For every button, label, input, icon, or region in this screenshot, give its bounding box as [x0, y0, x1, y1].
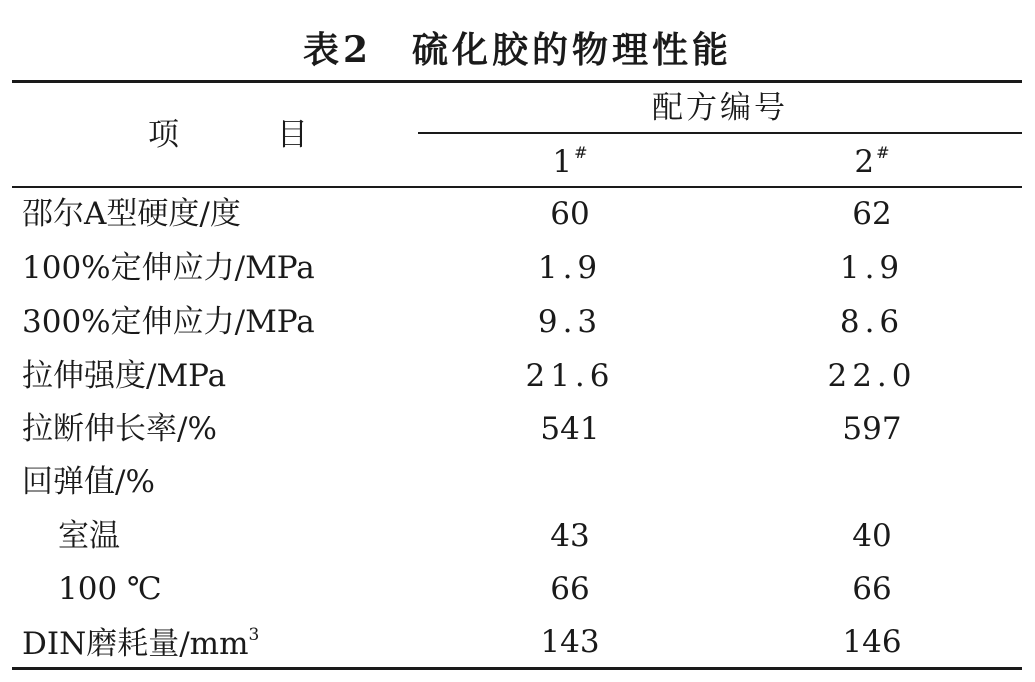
top-rule [12, 80, 1022, 83]
row-value-room-temp-2: 40 [852, 518, 892, 554]
row-value-din-abrasion-2: 146 [842, 624, 902, 660]
row-value-100c-1: 66 [550, 571, 590, 607]
row-value-room-temp-1: 43 [550, 518, 590, 554]
row-value-hardness-1: 60 [550, 196, 590, 232]
row-value-din-abrasion-1: 143 [540, 624, 600, 660]
row-value-100c-2: 66 [852, 571, 892, 607]
formula-1-mark: # [574, 143, 588, 162]
row-label-din-abrasion [22, 627, 259, 660]
bottom-rule [12, 667, 1022, 670]
row-label-elongation: 拉断伸长率/% [22, 411, 217, 447]
row-value-elongation-1: 541 [540, 411, 600, 447]
table-number: 表2 [302, 29, 373, 71]
formula-1-number: 1 [552, 144, 573, 180]
row-value-hardness-2: 62 [852, 196, 892, 232]
group-rule [418, 132, 1022, 134]
row-value-modulus-100-2: 1.9 [839, 250, 905, 286]
table-caption: 硫化胶的物理性能 [412, 29, 733, 71]
formula-2-number: 2 [854, 144, 875, 180]
row-label-modulus-100: 100%定伸应力/MPa [22, 250, 315, 286]
row-label-modulus-300: 300%定伸应力/MPa [22, 304, 315, 340]
formula-2-header [772, 145, 972, 178]
row-value-modulus-300-2: 8.6 [839, 304, 905, 340]
formula-1-header [470, 145, 670, 178]
row-label-room-temp: 室温 [58, 518, 120, 554]
row-value-tensile-strength-2: 22.0 [827, 358, 917, 394]
header-rule [12, 186, 1022, 188]
item-column-header: 项 目 [148, 117, 352, 153]
row-label-din-abrasion-text: DIN磨耗量/mm [22, 626, 249, 662]
row-value-modulus-100-1: 1.9 [537, 250, 603, 286]
row-value-elongation-2: 597 [842, 411, 902, 447]
row-label-din-abrasion-exponent: 3 [248, 625, 260, 645]
formula-2-mark: # [876, 143, 890, 162]
row-label-hardness: 邵尔A型硬度/度 [22, 196, 241, 232]
row-value-modulus-300-1: 9.3 [537, 304, 603, 340]
row-label-tensile-strength: 拉伸强度/MPa [22, 358, 227, 394]
table-title [0, 22, 1035, 73]
row-label-rebound: 回弹值/% [22, 464, 155, 500]
row-value-tensile-strength-1: 21.6 [525, 358, 615, 394]
row-label-100c: 100 ℃ [58, 571, 162, 607]
formula-group-header: 配方编号 [652, 90, 788, 126]
